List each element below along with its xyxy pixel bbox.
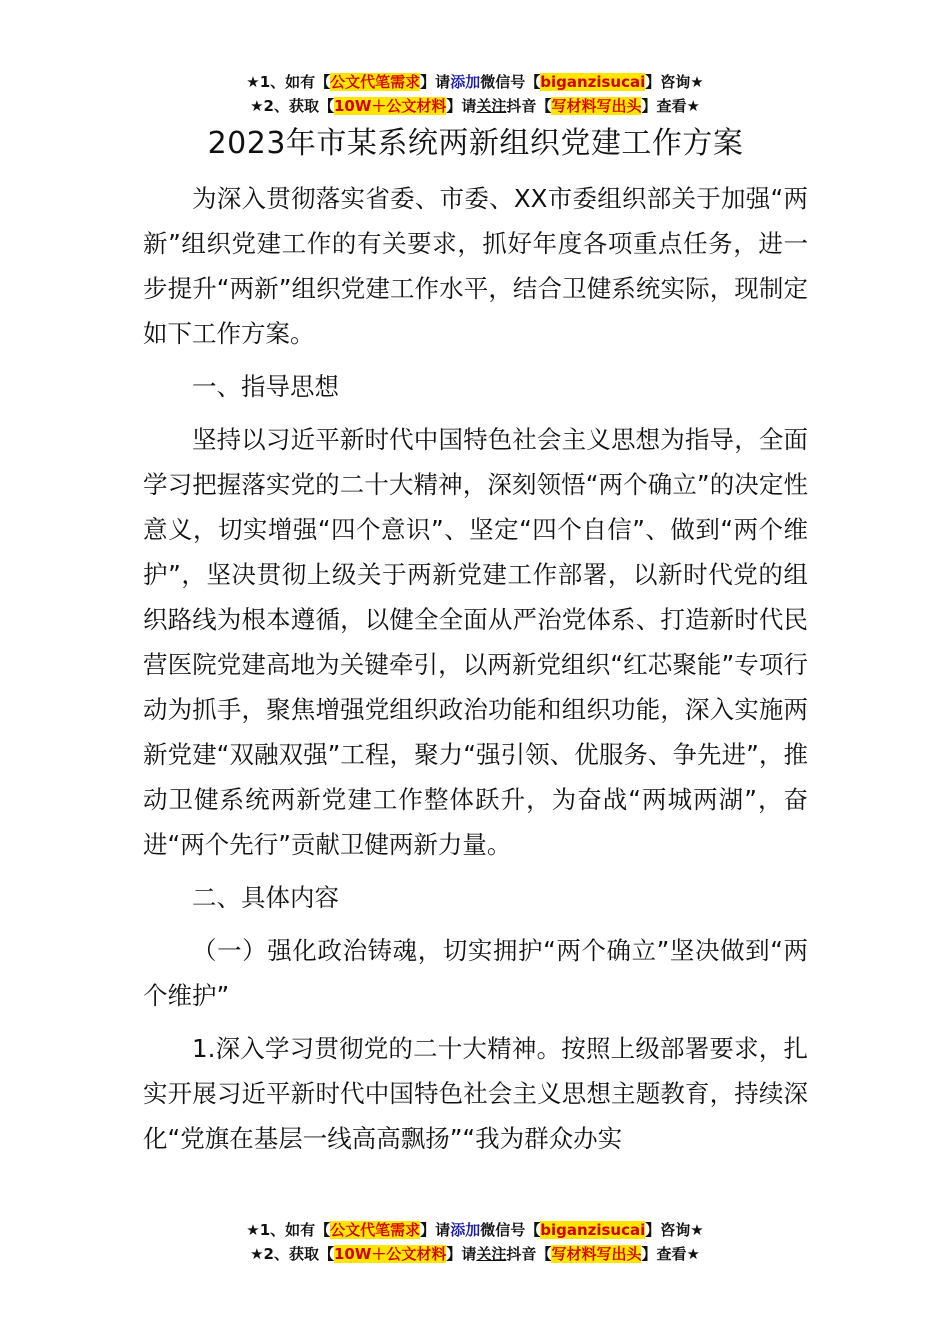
promo-text: 】咨询★ bbox=[645, 1221, 704, 1239]
promo-text: ★2、获取【 bbox=[250, 97, 334, 115]
highlight-service: 公文代笔需求 bbox=[330, 1221, 421, 1239]
promo-text: 】咨询★ bbox=[645, 73, 704, 91]
highlight-wechat-id: biganzisucai bbox=[540, 1221, 646, 1239]
promo-text: 抖音【 bbox=[506, 1245, 552, 1263]
promo-text: ★2、获取【 bbox=[250, 1245, 334, 1263]
section-heading-2: 二、具体内容 bbox=[192, 883, 339, 912]
promo-text: ★1、如有【 bbox=[246, 73, 331, 91]
promo-text: 微信号【 bbox=[480, 73, 541, 91]
document-title: 2023年市某系统两新组织党建工作方案 bbox=[207, 126, 744, 161]
highlight-douyin-id: 写材料写出头 bbox=[551, 1245, 642, 1263]
subsection-heading-1: （一）强化政治铸魂，切实拥护“两个确立”坚决做到“两个维护” bbox=[143, 936, 808, 1010]
promo-banner-bottom bbox=[0, 1218, 950, 1266]
promo-text: 】查看★ bbox=[641, 1245, 700, 1263]
promo-text: 】请 bbox=[420, 73, 451, 91]
promo-text: 】请 bbox=[420, 1221, 451, 1239]
promo-banner-top bbox=[0, 70, 950, 118]
document-body bbox=[143, 124, 808, 1161]
promo-line-1 bbox=[0, 1218, 950, 1242]
highlight-douyin-id: 写材料写出头 bbox=[551, 97, 642, 115]
item-paragraph-1: 1.深入学习贯彻党的二十大精神。按照上级部署要求，扎实开展习近平新时代中国特色社会主义思想主题教育，持续深化“党旗在基层一线高高飘扬”“我为群众办实 bbox=[143, 1034, 808, 1153]
promo-text: 抖音【 bbox=[506, 97, 552, 115]
highlight-materials: 10W＋公文材料 bbox=[333, 1245, 447, 1263]
promo-text: 】请 bbox=[446, 97, 477, 115]
guiding-ideology-paragraph: 坚持以习近平新时代中国特色社会主义思想为指导，全面学习把握落实党的二十大精神，深刻领悟“两个确立”的决定性意义，切实增强“四个意识”、坚定“四个自信”、做到“两个维护”，坚决贯彻上级关于两新党建工作部署，以新时代党的组织路线为根本遵循，以健全全面从严治党体系、打造新时代民营医院党建高地为关键牵引，以两新党组织“红芯聚能”专项行动为抓手，聚焦增强党组织政治功能和组织功能，深入实施两新党建“双融双强”工程，聚力“强引领、优服务、争先进”，推动卫健系统两新党建工作整体跃升，为奋战“两城两湖”，奋进“两个先行”贡献卫健两新力量。 bbox=[143, 425, 808, 859]
promo-text: 】查看★ bbox=[641, 97, 700, 115]
highlight-wechat-id: biganzisucai bbox=[540, 73, 646, 91]
intro-paragraph: 为深入贯彻落实省委、市委、XX市委组织部关于加强“两新”组织党建工作的有关要求，抓好年度各项重点任务，进一步提升“两新”组织党建工作水平，结合卫健系统实际，现制定如下工作方案。 bbox=[143, 184, 808, 348]
promo-emphasis: 添加 bbox=[450, 73, 481, 91]
promo-line-2 bbox=[0, 1242, 950, 1266]
promo-text: ★1、如有【 bbox=[246, 1221, 331, 1239]
highlight-service: 公文代笔需求 bbox=[330, 73, 421, 91]
promo-emphasis: 关注 bbox=[476, 1245, 507, 1263]
highlight-materials: 10W＋公文材料 bbox=[333, 97, 447, 115]
section-heading-1: 一、指导思想 bbox=[192, 372, 339, 401]
promo-text: 微信号【 bbox=[480, 1221, 541, 1239]
promo-line-2 bbox=[0, 94, 950, 118]
promo-text: 】请 bbox=[446, 1245, 477, 1263]
promo-emphasis: 添加 bbox=[450, 1221, 481, 1239]
promo-emphasis: 关注 bbox=[476, 97, 507, 115]
promo-line-1 bbox=[0, 70, 950, 94]
